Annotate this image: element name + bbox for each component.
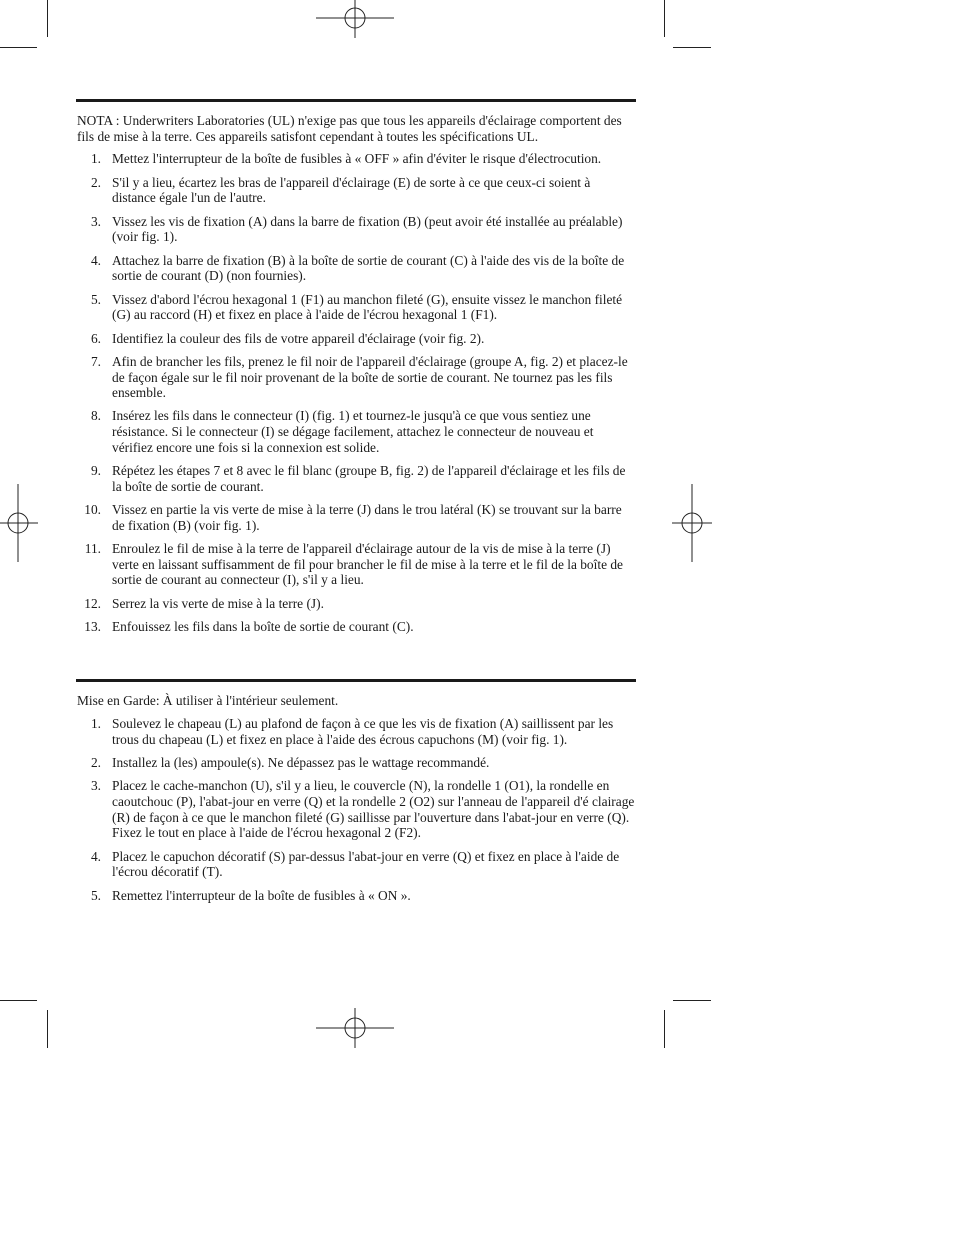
step-text: Identifiez la couleur des fils de votre appareil d'éclairage (voir fig. 2). — [112, 330, 485, 346]
list-item — [77, 463, 637, 494]
installation-section — [77, 113, 637, 635]
step-number: 7. — [90, 353, 101, 369]
list-item — [77, 151, 637, 167]
step-number: 1. — [90, 151, 101, 167]
crop-mark — [664, 0, 665, 37]
step-number: 12. — [84, 595, 101, 611]
step-text: Répétez les étapes 7 et 8 avec le fil blanc (groupe B, fig. 2) de l'appareil d'éclairage et les fils de la boîte de sortie de courant. — [112, 463, 626, 494]
list-item — [77, 541, 637, 588]
crop-mark — [673, 1000, 711, 1001]
crop-mark — [673, 47, 711, 48]
step-text: Enroulez le fil de mise à la terre de l'appareil d'éclairage autour de la vis de mise à la terre (J) verte en laissant suffisamment de fil pour brancher le fil de mise à la terre et le fil de la boîte de sortie de courant au connecteur (I), s'il y a lieu. — [112, 541, 624, 588]
step-text: Serrez la vis verte de mise à la terre (J). — [112, 595, 324, 611]
indoor-warning: Mise en Garde: À utiliser à l'intérieur seulement. — [77, 693, 339, 708]
list-item — [77, 716, 637, 747]
step-text: Insérez les fils dans le connecteur (I) (fig. 1) et tournez-le jusqu'à ce que vous sentiez une résistance. Si le connecteur (I) se dégage facilement, attachez le connecteur de nouveau et vérifiez encore une fois si la connexion est solide. — [112, 408, 594, 455]
step-text: Mettez l'interrupteur de la boîte de fusibles à « OFF » afin d'éviter le risque d'électrocution. — [112, 151, 602, 167]
step-number: 6. — [90, 330, 101, 346]
step-text: Soulevez le chapeau (L) au plafond de façon à ce que les vis de fixation (A) saillissent par les trous du chapeau (L) et fixez en place à l'aide des écrous capuchons (M) (voir fig. 1). — [112, 716, 614, 747]
list-item — [77, 292, 637, 323]
list-item — [77, 888, 637, 904]
step-number: 10. — [84, 502, 101, 518]
step-number: 9. — [90, 463, 101, 479]
step-number: 5. — [90, 291, 101, 307]
step-text: Vissez les vis de fixation (A) dans la barre de fixation (B) (peut avoir été installée au préalable) (voir fig. 1). — [112, 213, 623, 245]
step-text: Installez la (les) ampoule(s). Ne dépassez pas le wattage recommandé. — [112, 755, 490, 771]
crop-mark — [47, 1010, 48, 1048]
step-number: 3. — [90, 778, 101, 794]
section-rule-middle — [76, 679, 636, 682]
finishing-section — [77, 693, 637, 903]
step-number: 1. — [90, 716, 101, 732]
list-item — [77, 619, 637, 635]
ul-note: NOTA : Underwriters Laboratories (UL) n'exige pas que tous les appareils d'éclairage comportent des fils de mise à la terre. Ces appareils satisfont cependant à toutes les spécifications UL. — [77, 113, 622, 144]
list-item — [77, 849, 637, 880]
registration-mark-left — [0, 484, 38, 562]
list-item — [77, 596, 637, 612]
list-item — [77, 331, 637, 347]
step-text: Attachez la barre de fixation (B) à la boîte de sortie de courant (C) à l'aide des vis de la boîte de sortie de courant (D) (non fournies). — [112, 252, 625, 284]
step-number: 13. — [84, 619, 101, 634]
installation-steps — [77, 151, 637, 634]
step-text: Vissez d'abord l'écrou hexagonal 1 (F1) au manchon fileté (G), ensuite vissez le manchon fileté (G) au raccord (H) et fixez en place à l'aide de l'écrou hexagonal 1 (F1). — [112, 291, 623, 323]
step-text: Vissez en partie la vis verte de mise à la terre (J) dans le trou latéral (K) se trouvant sur la barre de fixation (B) (voir fig. 1). — [112, 502, 622, 533]
step-number: 2. — [90, 174, 101, 190]
list-item — [77, 502, 637, 533]
step-number: 8. — [90, 408, 101, 424]
step-text: Placez le cache-manchon (U), s'il y a lieu, le couvercle (N), la rondelle 1 (O1), la rondelle en caoutchouc (P), l'abat-jour en verre (Q) et la rondelle 2 (O2) sur l'anneau de l'appareil d'é clairage (R) de façon à ce que le manchon fileté (G) saillisse par l'ouverture dans l'abat-jour en verre (Q). Fixez le tout en place à l'aide de l'écrou hexagonal 2 (F2). — [112, 778, 635, 841]
crop-mark — [47, 0, 48, 37]
crop-mark — [664, 1010, 665, 1048]
section-rule-top — [76, 99, 636, 102]
step-text: Placez le capuchon décoratif (S) par-dessus l'abat-jour en verre (Q) et fixez en place à l'aide de l'écrou décoratif (T). — [112, 848, 620, 880]
step-number: 11. — [84, 541, 101, 557]
step-number: 4. — [90, 252, 101, 268]
list-item — [77, 408, 637, 455]
list-item — [77, 214, 637, 245]
registration-mark-bottom — [316, 1008, 394, 1048]
step-number: 5. — [90, 887, 101, 903]
list-item — [77, 354, 637, 401]
list-item — [77, 253, 637, 284]
registration-mark-top — [316, 0, 394, 40]
list-item — [77, 175, 637, 206]
list-item — [77, 778, 637, 840]
step-number: 2. — [90, 755, 101, 771]
step-text: S'il y a lieu, écartez les bras de l'appareil d'éclairage (E) de sorte à ce que ceux-ci soient à distance égale l'un de l'autre. — [112, 174, 591, 206]
registration-mark-right — [672, 484, 712, 562]
step-number: 3. — [90, 213, 101, 229]
list-item — [77, 755, 637, 771]
step-text: Enfouissez les fils dans la boîte de sortie de courant (C). — [112, 619, 414, 634]
step-text: Remettez l'interrupteur de la boîte de fusibles à « ON ». — [112, 887, 411, 903]
finishing-steps — [77, 716, 637, 903]
crop-mark — [0, 47, 37, 48]
step-number: 4. — [90, 848, 101, 864]
crop-mark — [0, 1000, 37, 1001]
step-text: Afin de brancher les fils, prenez le fil noir de l'appareil d'éclairage (groupe A, fig. 2) et placez-le de façon égale sur le fil noir provenant de la boîte de sortie de courant. Ne tournez pas les fils ensemble. — [112, 353, 628, 401]
